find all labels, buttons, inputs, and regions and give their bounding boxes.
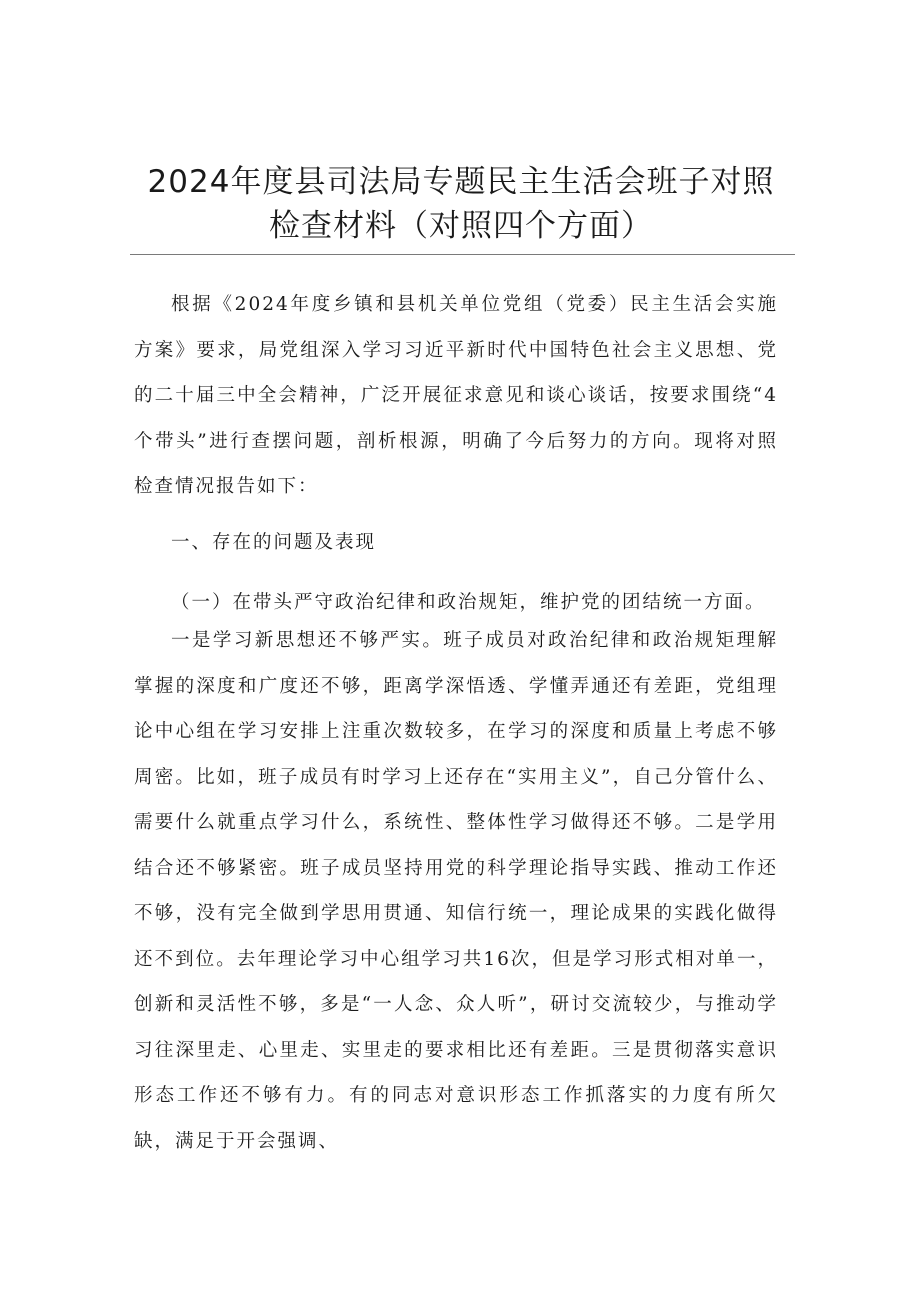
section-heading: 一、存在的问题及表现 — [171, 532, 377, 553]
title-divider — [130, 254, 795, 255]
title-line-1: 2024年度县司法局专题民主生活会班子对照 — [147, 164, 775, 200]
title-line-2: 检查材料（对照四个方面） — [269, 208, 653, 244]
intro-paragraph: 根据《2024年度乡镇和县机关单位党组（党委）民主生活会实施方案》要求，局党组深入学习习近平新时代中国特色社会主义思想、党的二十届三中全会精神，广泛开展征求意见和谈心谈话，按要求围绕“4个带头”进行查摆问题，剖析根源，明确了今后努力的方向。现将对照检查情况报告如下： — [134, 294, 778, 497]
document-title — [130, 160, 792, 248]
subsection-heading: （一）在带头严守政治纪律和政治规矩，维护党的团结统一方面。 — [171, 592, 766, 613]
body-paragraph: 一是学习新思想还不够严实。班子成员对政治纪律和政治规矩理解掌握的深度和广度还不够，距离学深悟透、学懂弄通还有差距，党组理论中心组在学习安排上注重次数较多，在学习的深度和质量上考虑不够周密。比如，班子成员有时学习上还存在“实用主义”，自己分管什么、需要什么就重点学习什么，系统性、整体性学习做得还不够。二是学用结合还不够紧密。班子成员坚持用党的科学理论指导实践、推动工作还不够，没有完全做到学思用贯通、知信行统一，理论成果的实践化做得还不到位。去年理论学习中心组学习共16次，但是学习形式相对单一，创新和灵活性不够，多是“一人念、众人听”，研讨交流较少，与推动学习往深里走、心里走、实里走的要求相比还有差距。三是贯彻落实意识形态工作还不够有力。有的同志对意识形态工作抓落实的力度有所欠缺，满足于开会强调、 — [134, 630, 778, 1152]
